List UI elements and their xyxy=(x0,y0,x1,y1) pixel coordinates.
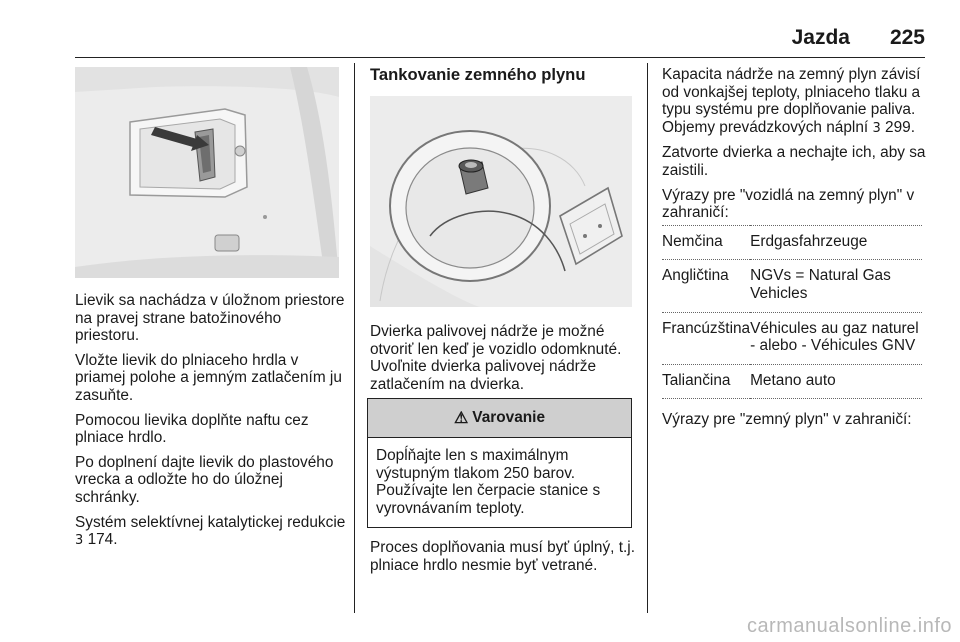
paragraph-close-door: Zatvorte dvierka a nechajte ich, aby sa zaistili. xyxy=(662,144,926,179)
page-reference-icon[interactable]: 3 xyxy=(75,533,84,549)
paragraph-store-funnel: Po doplnení dajte lievik do plastového vrecka a odložte ho do úložnej schránky. xyxy=(75,453,334,506)
middle-column xyxy=(370,323,638,400)
table-row xyxy=(662,312,922,364)
paragraph-tank-capacity xyxy=(662,66,930,137)
warning-box xyxy=(367,398,632,528)
fuel-filler-door-illustration xyxy=(370,96,632,307)
column-divider-left xyxy=(354,63,355,613)
page-reference-icon[interactable]: 3 xyxy=(872,120,881,136)
term-cell: NGVs = Natural Gas Vehicles xyxy=(750,260,922,312)
table-row xyxy=(662,364,922,399)
language-cell: Nemčina xyxy=(662,225,750,260)
watermark: carmanualsonline.info xyxy=(746,615,952,637)
page-number: 225 xyxy=(889,26,925,49)
warning-title: Varovanie xyxy=(472,409,546,426)
paragraph-fill-diesel: Pomocou lievika doplňte naftu cez plniace hrdlo. xyxy=(75,411,309,447)
section-heading: Tankovanie zemného plynu xyxy=(370,65,586,84)
table-row xyxy=(662,260,922,312)
middle-column-heading xyxy=(370,66,636,84)
paragraph-fill-complete: Proces doplňovania musí byť úplný, t.j. plniace hrdlo nesmie byť vetrané. xyxy=(370,539,635,574)
terms-table xyxy=(662,225,922,400)
language-cell: Taliančina xyxy=(662,364,750,399)
capacity-text: Kapacita nádrže na zemný plyn závisí od vonkajšej teploty, plniaceho tlaku a typu systému pre doplňovanie paliva. Objemy prevádzkových náplní xyxy=(662,66,921,136)
table-row xyxy=(662,225,922,260)
paragraph-scr-reference xyxy=(75,514,347,550)
paragraph-terms-vehicles: Výrazy pre "vozidlá na zemný plyn" v zahraničí: xyxy=(662,186,915,222)
trunk-funnel-illustration xyxy=(75,67,339,278)
header-rule xyxy=(75,57,925,58)
term-cell: Metano auto xyxy=(750,364,922,399)
column-divider-right xyxy=(647,63,648,613)
page-header xyxy=(75,22,925,50)
paragraph-funnel-location: Lievik sa nachádza v úložnom priestore na pravej strane batožinového priestoru. xyxy=(75,292,345,345)
right-column xyxy=(662,66,930,436)
warning-header xyxy=(368,399,631,438)
warning-text: Dopĺňajte len s maximálnym výstupným tlakom 250 barov. Používajte len čerpacie stanice s vyrovnávaním teploty. xyxy=(376,447,601,517)
warning-triangle-icon: ⚠ xyxy=(453,410,469,427)
language-cell: Angličtina xyxy=(662,260,750,312)
left-column xyxy=(75,292,347,557)
scr-page-link[interactable]: 174. xyxy=(87,531,118,549)
paragraph-insert-funnel: Vložte lievik do plniaceho hrdla v priamej polohe a jemným zatlačením ju zasuňte. xyxy=(75,351,342,404)
paragraph-terms-gas: Výrazy pre "zemný plyn" v zahraničí: xyxy=(662,411,912,429)
capacity-page-link[interactable]: 299. xyxy=(885,118,915,136)
scr-text: Systém selektívnej katalytickej redukcie xyxy=(75,513,346,531)
term-cell: Erdgasfahrzeuge xyxy=(750,225,922,260)
middle-column-bottom xyxy=(370,539,638,581)
term-cell: Véhicules au gaz naturel - alebo - Véhicules GNV xyxy=(750,312,922,364)
language-cell: Francúzština xyxy=(662,312,750,364)
section-title: Jazda xyxy=(791,26,850,49)
paragraph-door-unlock: Dvierka palivovej nádrže je možné otvoriť len keď je vozidlo odomknuté. Uvoľnite dvierka palivovej nádrže zatlačením na dvierka. xyxy=(370,323,622,393)
